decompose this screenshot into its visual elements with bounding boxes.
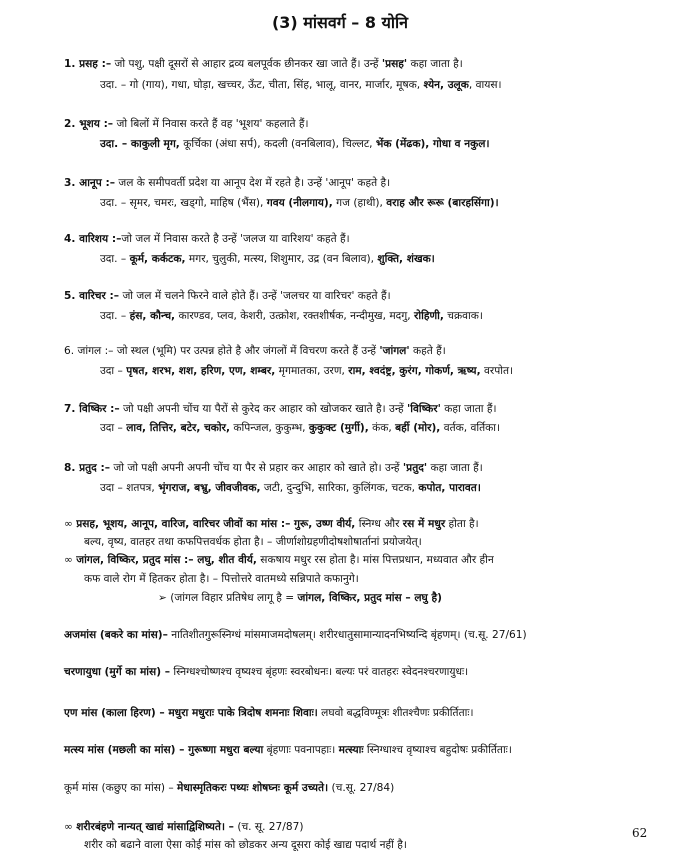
section-7-definition: 7. विष्किर :– जो पक्षी अपनी चोंच या पैरों से कुरेद कर आहार को खोजकर खाते है। उन्हें 'विष्किर' कहा जाता हैं। bbox=[64, 403, 497, 415]
summary-light-meat: ∞ जांगल, विष्किर, प्रतुद मांस :– लघु, शीत वीर्य, सकषाय मधुर रस होता है। मांस पित्तप्रधान, मध्यवात और हीन bbox=[64, 554, 494, 566]
section-1-definition: 1. प्रसह :– जो पशु, पक्षी दूसरों से आहार द्रव्य बलपूर्वक छीनकर खा जाते हैं। उन्हें 'प्रसह' कहा जाता है। bbox=[64, 58, 463, 70]
arrow-bullet-icon: ➢ bbox=[158, 592, 167, 604]
section-5-examples: उदा. – हंस, कौन्च, कारण्डव, प्लव, केशरी, उत्क्रोश, रक्तशीर्षक, नन्दीमुख, मदगु, रोहिणी, चक्रवाक। bbox=[100, 310, 483, 322]
verse-deer-meat: एण मांस (काला हिरण) – मधुरा मधुराः पाके त्रिदोष शमनाः शिवाः। लघवो बद्धविण्मूत्रः शीतश्चैणः प्रकीर्तिताः। bbox=[64, 707, 474, 719]
section-6-examples: उदा – पृषत, शरभ, शश, हरिण, एण, शम्बर, मृगमातका, उरण, राम, श्वदंष्ट्र, कुरंग, गोकर्ण, ऋष्य, वरपोत। bbox=[100, 365, 514, 377]
section-2-heading: 2. भूशय :– bbox=[64, 118, 114, 130]
infinity-bullet-icon: ∞ bbox=[64, 554, 73, 566]
page-number: 62 bbox=[632, 826, 648, 840]
section-3-heading: 3. आनूप :– bbox=[64, 177, 116, 189]
summary-light-meat-cont: कफ वाले रोग में हितकर होता है। – पित्तोत्तरे वातमध्ये सन्निपाते कफानुगे। bbox=[84, 573, 359, 585]
section-1-heading: 1. प्रसह :– bbox=[64, 58, 112, 70]
section-2-definition: 2. भूशय :– जो बिलों में निवास करते हैं वह 'भूशय' कहलाते हैं। bbox=[64, 118, 309, 130]
final-verse-meaning: शरीर को बढाने वाला ऐसा कोई मांस को छोडकर अन्य दूसरा कोई खाद्य पदार्थ नहीं है। bbox=[84, 839, 407, 851]
verse-goat-meat: अजमांस (बकरे का मांस)– नातिशीतगुरूस्निग्धं मांसमाजमदोषलम्। शरीरधातुसामान्यादनभिष्यन्दि बृंहणम्। (च.सू. 27/61) bbox=[64, 629, 527, 641]
summary-heavy-meat-cont: बल्य, वृष्य, वातहर तथा कफपित्तवर्धक होता है। – जीर्णाशोग्रहणीदोषशोषार्तानां प्रयोजयेत्। bbox=[84, 536, 422, 548]
verse-fish-meat: मत्स्य मांस (मछली का मांस) – गुरूष्णा मधुरा बल्या बृंहणाः पवनापहाः। मत्स्याः स्निग्धाश्च वृष्याश्च बहुदोषः प्रकीर्तिताः। bbox=[64, 744, 512, 756]
section-5-definition: 5. वारिचर :– जो जल में चलने फिरने वाले होते हैं। उन्हें 'जलचर या वारिचर' कहते हैं। bbox=[64, 290, 391, 302]
section-6-definition: 6. जांगल :– जो स्थल (भूमि) पर उत्पन्न होते है और जंगलों में विचरण करते हैं उन्हें 'जांगल' कहते हैं। bbox=[64, 345, 446, 357]
summary-note: ➢ (जांगल विहार प्रतिषेध लागू है = जांगल, विष्किर, प्रतुद मांस – लघु है) bbox=[158, 592, 442, 604]
section-2-examples: उदा. – काकुली मृग, कूर्चिका (अंधा सर्प), कदली (वनबिलाव), चिल्लट, भेंक (मेंढक), गोधा व नकुल। bbox=[100, 138, 490, 150]
section-5-heading: 5. वारिचर :– bbox=[64, 290, 120, 302]
section-4-definition: 4. वारिशय :–जो जल में निवास करते है उन्हें 'जलज या वारिशय' कहते हैं। bbox=[64, 233, 350, 245]
summary-heavy-meat: ∞ प्रसह, भूशय, आनूप, वारिज, वारिचर जीवों का मांस :– गुरू, उष्ण वीर्य, स्निग्ध और रस में मधुर होता है। bbox=[64, 518, 479, 530]
section-7-heading: 7. विष्किर :– bbox=[64, 403, 120, 415]
section-1-examples: उदा. – गो (गाय), गधा, घोड़ा, खच्चर, ऊँट, चीता, सिंह, भालू, वानर, मार्जार, मूषक, श्येन, उलूक, वायस। bbox=[100, 79, 502, 91]
infinity-bullet-icon: ∞ bbox=[64, 518, 73, 530]
infinity-bullet-icon: ∞ bbox=[64, 821, 73, 833]
section-8-heading: 8. प्रतुद :– bbox=[64, 462, 110, 474]
section-7-examples: उदा – लाव, तित्तिर, बटेर, चकोर, कपिन्जल, कुकुम्भ, कुकुक्ट (मुर्गी), कंक, बर्ही (मोर), वर्तक, वर्तिका। bbox=[100, 422, 501, 434]
final-verse: ∞ शरीरबंहणे नान्यत् खाद्यं मांसाद्विशिष्यते। – (च. सू. 27/87) bbox=[64, 821, 304, 833]
page-title: (3) मांसवर्ग – 8 योनि bbox=[271, 13, 409, 32]
section-4-examples: उदा. – कूर्म, कर्कटक, मगर, चुलुकी, मत्स्य, शिशुमार, उद्र (वन बिलाव), शुक्ति, शंखक। bbox=[100, 253, 435, 265]
section-3-definition: 3. आनूप :– जल के समीपवर्ती प्रदेश या आनूप देश में रहते है। उन्हें 'आनूप' कहते है। bbox=[64, 177, 391, 189]
section-4-heading: 4. वारिशय :– bbox=[64, 233, 122, 245]
verse-tortoise-meat: कूर्म मांस (कछुए का मांस) – मेधास्मृतिकरः पथ्यः शोषघ्नः कूर्म उच्यते। (च.सू. 27/84) bbox=[64, 782, 395, 794]
verse-rooster-meat: चरणायुधा (मुर्गे का मांस) – स्निग्धश्चोष्णश्च वृष्यश्च बृंहणः स्वरबोधनः। बल्यः परं वातहरः स्वेदनश्चरणायुधः। bbox=[64, 666, 469, 678]
section-8-examples: उदा – शतपत्र, भृंगराज, बभ्रु, जीवजीवक, जटी, दुन्दुभि, सारिका, कुलिंगक, चटक, कपोत, पारावत। bbox=[100, 482, 481, 494]
section-3-examples: उदा. – सृमर, चमरः, खड्गो, माहिष (भैंस), गवय (नीलगाय), गज (हाथी), वराह और रूरू (बारहसिंगा)। bbox=[100, 197, 499, 209]
section-8-definition: 8. प्रतुद :– जो जो पक्षी अपनी अपनी चोंच या पैर से प्रहार कर आहार को खाते हो। उन्हें 'प्रतुद' कहा जाता हैं। bbox=[64, 462, 483, 474]
section-6-heading: 6. जांगल :– bbox=[64, 345, 114, 357]
